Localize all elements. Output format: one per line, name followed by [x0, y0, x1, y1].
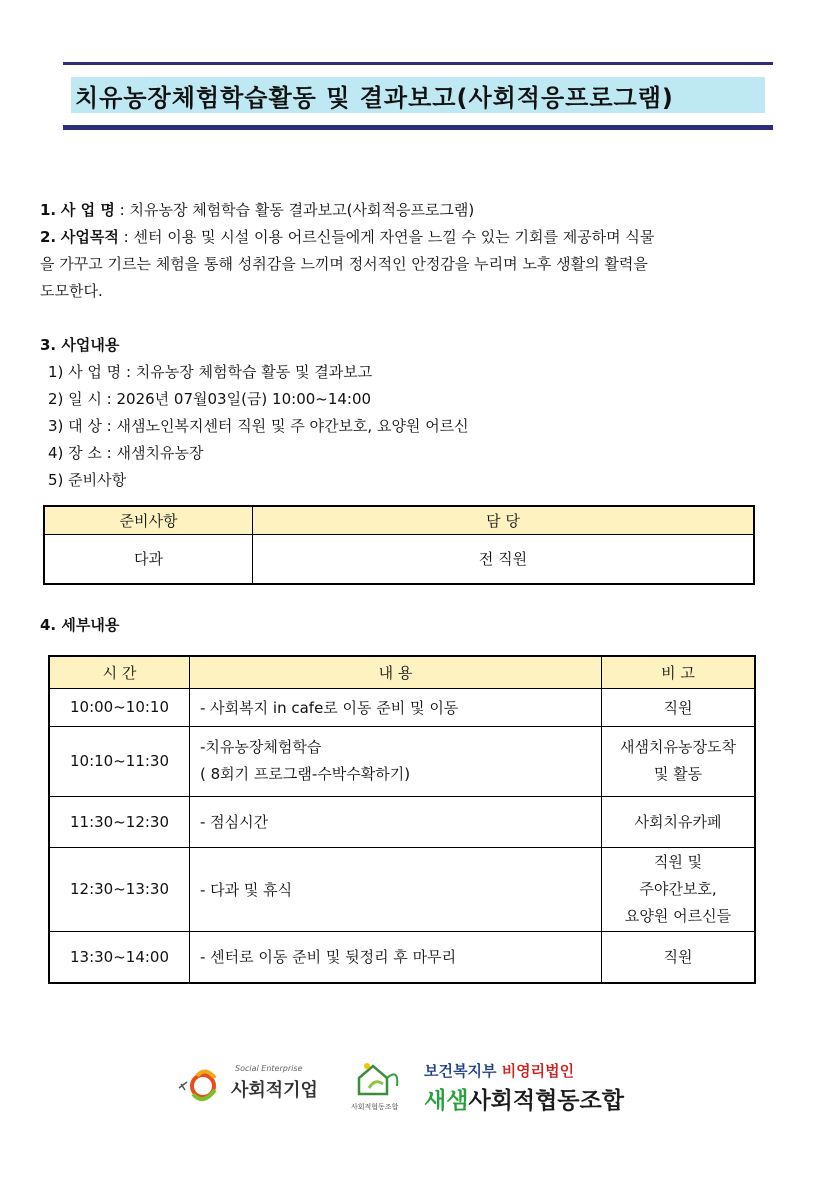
table-row — [49, 688, 755, 726]
schedule-note: 직원 — [602, 931, 756, 983]
schedule-header-time: 시 간 — [49, 656, 190, 688]
schedule-content-line1: -치유농장체험학습 — [200, 738, 322, 756]
schedule-table — [48, 655, 756, 984]
section-2-line2: 을 가꾸고 기르는 체험을 통해 성취감을 느끼며 정서적인 안정감을 누리며 노후 생활의 활력을 — [40, 255, 648, 273]
schedule-content: - 센터로 이동 준비 및 뒷정리 후 마무리 — [190, 931, 602, 983]
coop-subtitle — [424, 1060, 624, 1081]
schedule-note-line2: 및 활동 — [653, 765, 703, 783]
schedule-note: 직원 — [602, 688, 756, 726]
section-3-item-1: 1) 사 업 명 : 치유농장 체험학습 활동 및 결과보고 — [48, 363, 373, 381]
section-3-heading: 3. 사업내용 — [40, 336, 120, 354]
table-row — [49, 931, 755, 983]
section-3-item-4: 4) 장 소 : 새샘치유농장 — [48, 444, 204, 462]
section-2-num: 2. — [40, 228, 57, 246]
coop-title — [424, 1082, 624, 1115]
page-title: 치유농장체험학습활동 및 결과보고(사회적응프로그램) — [75, 83, 674, 112]
title-banner — [71, 77, 765, 113]
table-row — [49, 796, 755, 847]
preparation-table — [43, 505, 755, 585]
prep-header-items: 준비사항 — [44, 506, 253, 534]
coop-title-brand: 새샘 — [424, 1088, 469, 1114]
social-enterprise-logo — [175, 1062, 325, 1110]
section-2-label: 사업목적 — [60, 228, 119, 246]
schedule-content: - 다과 및 휴식 — [190, 847, 602, 931]
section-1 — [40, 197, 800, 224]
schedule-content: - 사회복지 in cafe로 이동 준비 및 이동 — [190, 688, 602, 726]
title-rule-top — [63, 62, 773, 65]
coop-subtitle-ministry: 보건복지부 — [424, 1062, 502, 1080]
section-1-num: 1. — [40, 201, 57, 219]
prep-cell-items: 다과 — [44, 534, 253, 584]
schedule-header-content: 내 용 — [190, 656, 602, 688]
social-enterprise-label: 사회적기업 — [231, 1080, 318, 1101]
table-row — [49, 726, 755, 796]
prep-header-charge: 담 당 — [253, 506, 755, 534]
coop-subtitle-nonprofit: 비영리법인 — [501, 1062, 575, 1080]
coop-emblem — [347, 1058, 407, 1113]
schedule-content-line2: ( 8회기 프로그램-수박수확하기) — [200, 765, 411, 783]
schedule-time: 11:30~12:30 — [49, 796, 190, 847]
schedule-time: 12:30~13:30 — [49, 847, 190, 931]
section-1-value: 치유농장 체험학습 활동 결과보고(사회적응프로그램) — [129, 201, 475, 219]
schedule-note-line1: 새샘치유농장도착 — [620, 738, 736, 756]
coop-name — [424, 1060, 624, 1115]
title-block — [63, 62, 773, 130]
table-row — [49, 847, 755, 931]
social-enterprise-small: Social Enterprise — [235, 1064, 303, 1073]
section-2-colon: : — [123, 228, 129, 246]
section-1-label: 사 업 명 — [60, 201, 115, 219]
schedule-time: 13:30~14:00 — [49, 931, 190, 983]
section-4-heading: 4. 세부내용 — [40, 616, 120, 634]
schedule-content — [190, 726, 602, 796]
section-3-item-3: 3) 대 상 : 새샘노인복지센터 직원 및 주 야간보호, 요양원 어르신 — [48, 417, 469, 435]
schedule-note-line1: 직원 및 — [653, 852, 703, 871]
schedule-note: 사회치유카페 — [602, 796, 756, 847]
schedule-note-line3: 요양원 어르신들 — [624, 906, 732, 925]
schedule-time: 10:10~11:30 — [49, 726, 190, 796]
schedule-time: 10:00~10:10 — [49, 688, 190, 726]
schedule-note-line2: 주야간보호, — [639, 879, 717, 898]
section-3-item-2: 2) 일 시 : 2026년 07월03일(금) 10:00~14:00 — [48, 390, 372, 408]
coop-title-rest: 사회적협동조합 — [468, 1088, 624, 1114]
section-3-item-5: 5) 준비사항 — [48, 471, 127, 489]
section-2-line1: 센터 이용 및 시설 이용 어르신들에게 자연을 느낄 수 있는 기회를 제공하며 식물 — [133, 228, 655, 246]
footer — [0, 1058, 835, 1118]
section-2 — [40, 224, 800, 305]
schedule-note — [602, 847, 756, 931]
prep-cell-charge: 전 직원 — [253, 534, 755, 584]
schedule-header-note: 비 고 — [602, 656, 756, 688]
coop-emblem-label: 사회적협동조합 — [351, 1103, 399, 1111]
section-2-line3: 도모한다. — [40, 282, 103, 300]
section-1-colon: : — [119, 201, 125, 219]
house-leaf-icon — [347, 1058, 407, 1100]
schedule-note — [602, 726, 756, 796]
title-rule-bottom — [63, 125, 773, 130]
schedule-content: - 점심시간 — [190, 796, 602, 847]
